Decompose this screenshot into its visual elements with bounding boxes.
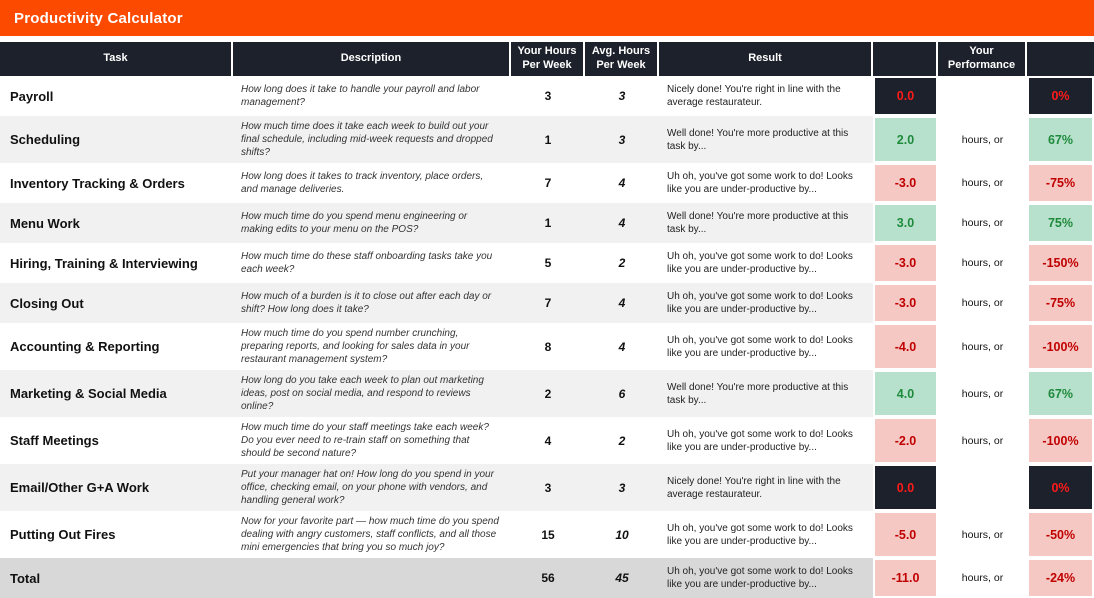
table-row	[0, 283, 1094, 323]
avg-hours-cell: 4	[618, 216, 626, 230]
performance-pct-cell: -150%	[1027, 243, 1094, 283]
table-row	[0, 203, 1094, 243]
avg-hours-cell: 4	[618, 339, 626, 354]
task-description: How much time do you spend number crunching, preparing reports, and looking for sales data in your restaurant management system?	[241, 328, 470, 365]
result-text: Nicely done! You're right in line with the average restaurateur.	[667, 84, 841, 108]
hours-or-label: hours, or	[938, 558, 1027, 598]
page-title: Productivity Calculator	[14, 9, 183, 27]
hours-or-label	[938, 76, 1027, 116]
performance-pct-cell: 67%	[1027, 370, 1094, 417]
hours-or-label: hours, or	[938, 116, 1027, 163]
avg-hours-cell: 4	[618, 176, 626, 190]
hours-diff-cell: 3.0	[873, 203, 938, 243]
table-row	[0, 243, 1094, 283]
your-hours-cell[interactable]: 1	[544, 216, 552, 230]
hours-diff-cell: 0.0	[873, 464, 938, 511]
task-description: How much time does it take each week to build out your final schedule, including mid-week requests and dropped shifts?	[241, 121, 493, 158]
task-description: How much time do you spend menu engineering or making edits to your menu on the POS?	[241, 211, 468, 235]
avg-hours-cell: 3	[618, 132, 626, 147]
task-description	[233, 558, 511, 598]
task-name: Staff Meetings	[10, 433, 99, 448]
performance-pct-cell: -75%	[1027, 283, 1094, 323]
column-header-result: Result	[659, 42, 873, 76]
hours-diff-cell: 0.0	[873, 76, 938, 116]
hours-or-label: hours, or	[938, 283, 1027, 323]
task-description: How much of a burden is it to close out after each day or shift? How long does it take?	[241, 291, 492, 315]
task-description: How long does it takes to track inventory, place orders, and manage deliveries.	[241, 171, 484, 195]
hours-diff-cell: -3.0	[873, 243, 938, 283]
table-row	[0, 116, 1094, 163]
task-description: How long do you take each week to plan out marketing ideas, post on social media, and respond to reviews online?	[241, 375, 484, 412]
column-header-performance-pct	[1027, 42, 1094, 76]
hours-diff-cell: 2.0	[873, 116, 938, 163]
table-row	[0, 511, 1094, 558]
result-text: Uh oh, you've got some work to do! Looks like you are under-productive by...	[667, 334, 853, 359]
table-header-row	[0, 42, 1094, 76]
avg-hours-cell: 4	[618, 296, 626, 310]
task-description: Put your manager hat on! How long do you spend in your office, checking email, on your phone with vendors, and handling general work?	[241, 469, 494, 506]
task-name: Hiring, Training & Interviewing	[10, 255, 198, 271]
result-text: Well done! You're more productive at this task by...	[667, 381, 849, 406]
hours-or-label: hours, or	[938, 370, 1027, 417]
your-hours-cell[interactable]: 15	[541, 527, 555, 542]
hours-or-label: hours, or	[938, 243, 1027, 283]
your-hours-cell[interactable]: 56	[541, 571, 555, 585]
result-text: Uh oh, you've got some work to do! Looks like you are under-productive by...	[667, 428, 853, 453]
result-text: Uh oh, you've got some work to do! Looks like you are under-productive by...	[667, 171, 853, 195]
performance-pct-cell: -100%	[1027, 417, 1094, 464]
hours-diff-cell: 4.0	[873, 370, 938, 417]
avg-hours-cell: 3	[618, 480, 626, 495]
hours-or-label: hours, or	[938, 417, 1027, 464]
column-header-hours-diff	[873, 42, 938, 76]
task-name: Closing Out	[10, 295, 84, 311]
performance-pct-cell: 67%	[1027, 116, 1094, 163]
your-hours-cell[interactable]: 1	[544, 132, 552, 147]
hours-diff-cell: -4.0	[873, 323, 938, 370]
hours-diff-cell: -3.0	[873, 283, 938, 323]
result-text: Uh oh, you've got some work to do! Looks like you are under-productive by...	[667, 522, 853, 547]
your-hours-cell[interactable]: 8	[544, 339, 552, 354]
task-name: Putting Out Fires	[10, 527, 116, 542]
avg-hours-cell: 10	[615, 527, 629, 542]
performance-pct-cell: -100%	[1027, 323, 1094, 370]
hours-or-label: hours, or	[938, 163, 1027, 203]
column-header-task: Task	[0, 42, 233, 76]
avg-hours-cell: 2	[618, 433, 626, 448]
avg-hours-cell: 45	[615, 571, 629, 585]
your-hours-cell[interactable]: 3	[544, 480, 552, 495]
avg-hours-cell: 3	[618, 89, 626, 103]
result-text: Well done! You're more productive at this task by...	[667, 127, 849, 152]
task-name: Marketing & Social Media	[10, 386, 167, 401]
performance-pct-cell: -24%	[1027, 558, 1094, 598]
performance-pct-cell: -75%	[1027, 163, 1094, 203]
performance-pct-cell: -50%	[1027, 511, 1094, 558]
result-text: Nicely done! You're right in line with the average restaurateur.	[667, 475, 841, 500]
performance-pct-cell: 75%	[1027, 203, 1094, 243]
task-description: Now for your favorite part — how much time do you spend dealing with angry customers, staff conflicts, and all those mini emergencies that bring you so much joy?	[241, 516, 499, 553]
your-hours-cell[interactable]: 3	[544, 89, 552, 103]
task-name: Payroll	[10, 88, 54, 104]
result-text: Uh oh, you've got some work to do! Looks like you are under-productive by...	[667, 251, 853, 275]
hours-diff-cell: -11.0	[873, 558, 938, 598]
column-header-description: Description	[233, 42, 511, 76]
hours-or-label: hours, or	[938, 203, 1027, 243]
task-name: Menu Work	[10, 215, 80, 231]
table-row	[0, 370, 1094, 417]
result-text: Uh oh, you've got some work to do! Looks like you are under-productive by...	[667, 566, 853, 590]
task-name: Total	[10, 570, 41, 586]
table-row	[0, 163, 1094, 203]
avg-hours-cell: 6	[618, 386, 626, 401]
task-description: How much time do your staff meetings take each week? Do you ever need to re-train staff on something that should be second nature?	[241, 422, 489, 459]
avg-hours-cell: 2	[618, 256, 626, 270]
your-hours-cell[interactable]: 2	[544, 386, 552, 401]
app-header-bar	[0, 0, 1094, 36]
your-hours-cell[interactable]: 7	[544, 176, 552, 190]
your-hours-cell[interactable]: 5	[544, 256, 552, 270]
table-row	[0, 464, 1094, 511]
task-name: Inventory Tracking & Orders	[10, 175, 185, 191]
hours-or-label: hours, or	[938, 511, 1027, 558]
hours-diff-cell: -3.0	[873, 163, 938, 203]
performance-pct-cell: 0%	[1027, 76, 1094, 116]
task-name: Accounting & Reporting	[10, 339, 160, 354]
table-row	[0, 76, 1094, 116]
column-header-your-hours: Your Hours Per Week	[511, 42, 585, 76]
column-header-your-performance: Your Performance	[938, 42, 1027, 76]
result-text: Uh oh, you've got some work to do! Looks like you are under-productive by...	[667, 291, 853, 315]
hours-diff-cell: -5.0	[873, 511, 938, 558]
performance-pct-cell: 0%	[1027, 464, 1094, 511]
result-text: Well done! You're more productive at this task by...	[667, 211, 849, 235]
task-description: How long does it take to handle your payroll and labor management?	[241, 84, 480, 108]
calculator-table	[0, 42, 1094, 598]
hours-or-label: hours, or	[938, 323, 1027, 370]
column-header-avg-hours: Avg. Hours Per Week	[585, 42, 659, 76]
table-body	[0, 76, 1094, 598]
your-hours-cell[interactable]: 7	[544, 296, 552, 310]
your-hours-cell[interactable]: 4	[544, 433, 552, 448]
task-name: Scheduling	[10, 132, 81, 147]
hours-diff-cell: -2.0	[873, 417, 938, 464]
task-name: Email/Other G+A Work	[10, 480, 150, 495]
table-row	[0, 323, 1094, 370]
table-row	[0, 558, 1094, 598]
task-description: How much time do these staff onboarding tasks take you each week?	[241, 251, 493, 275]
hours-or-label	[938, 464, 1027, 511]
table-row	[0, 417, 1094, 464]
